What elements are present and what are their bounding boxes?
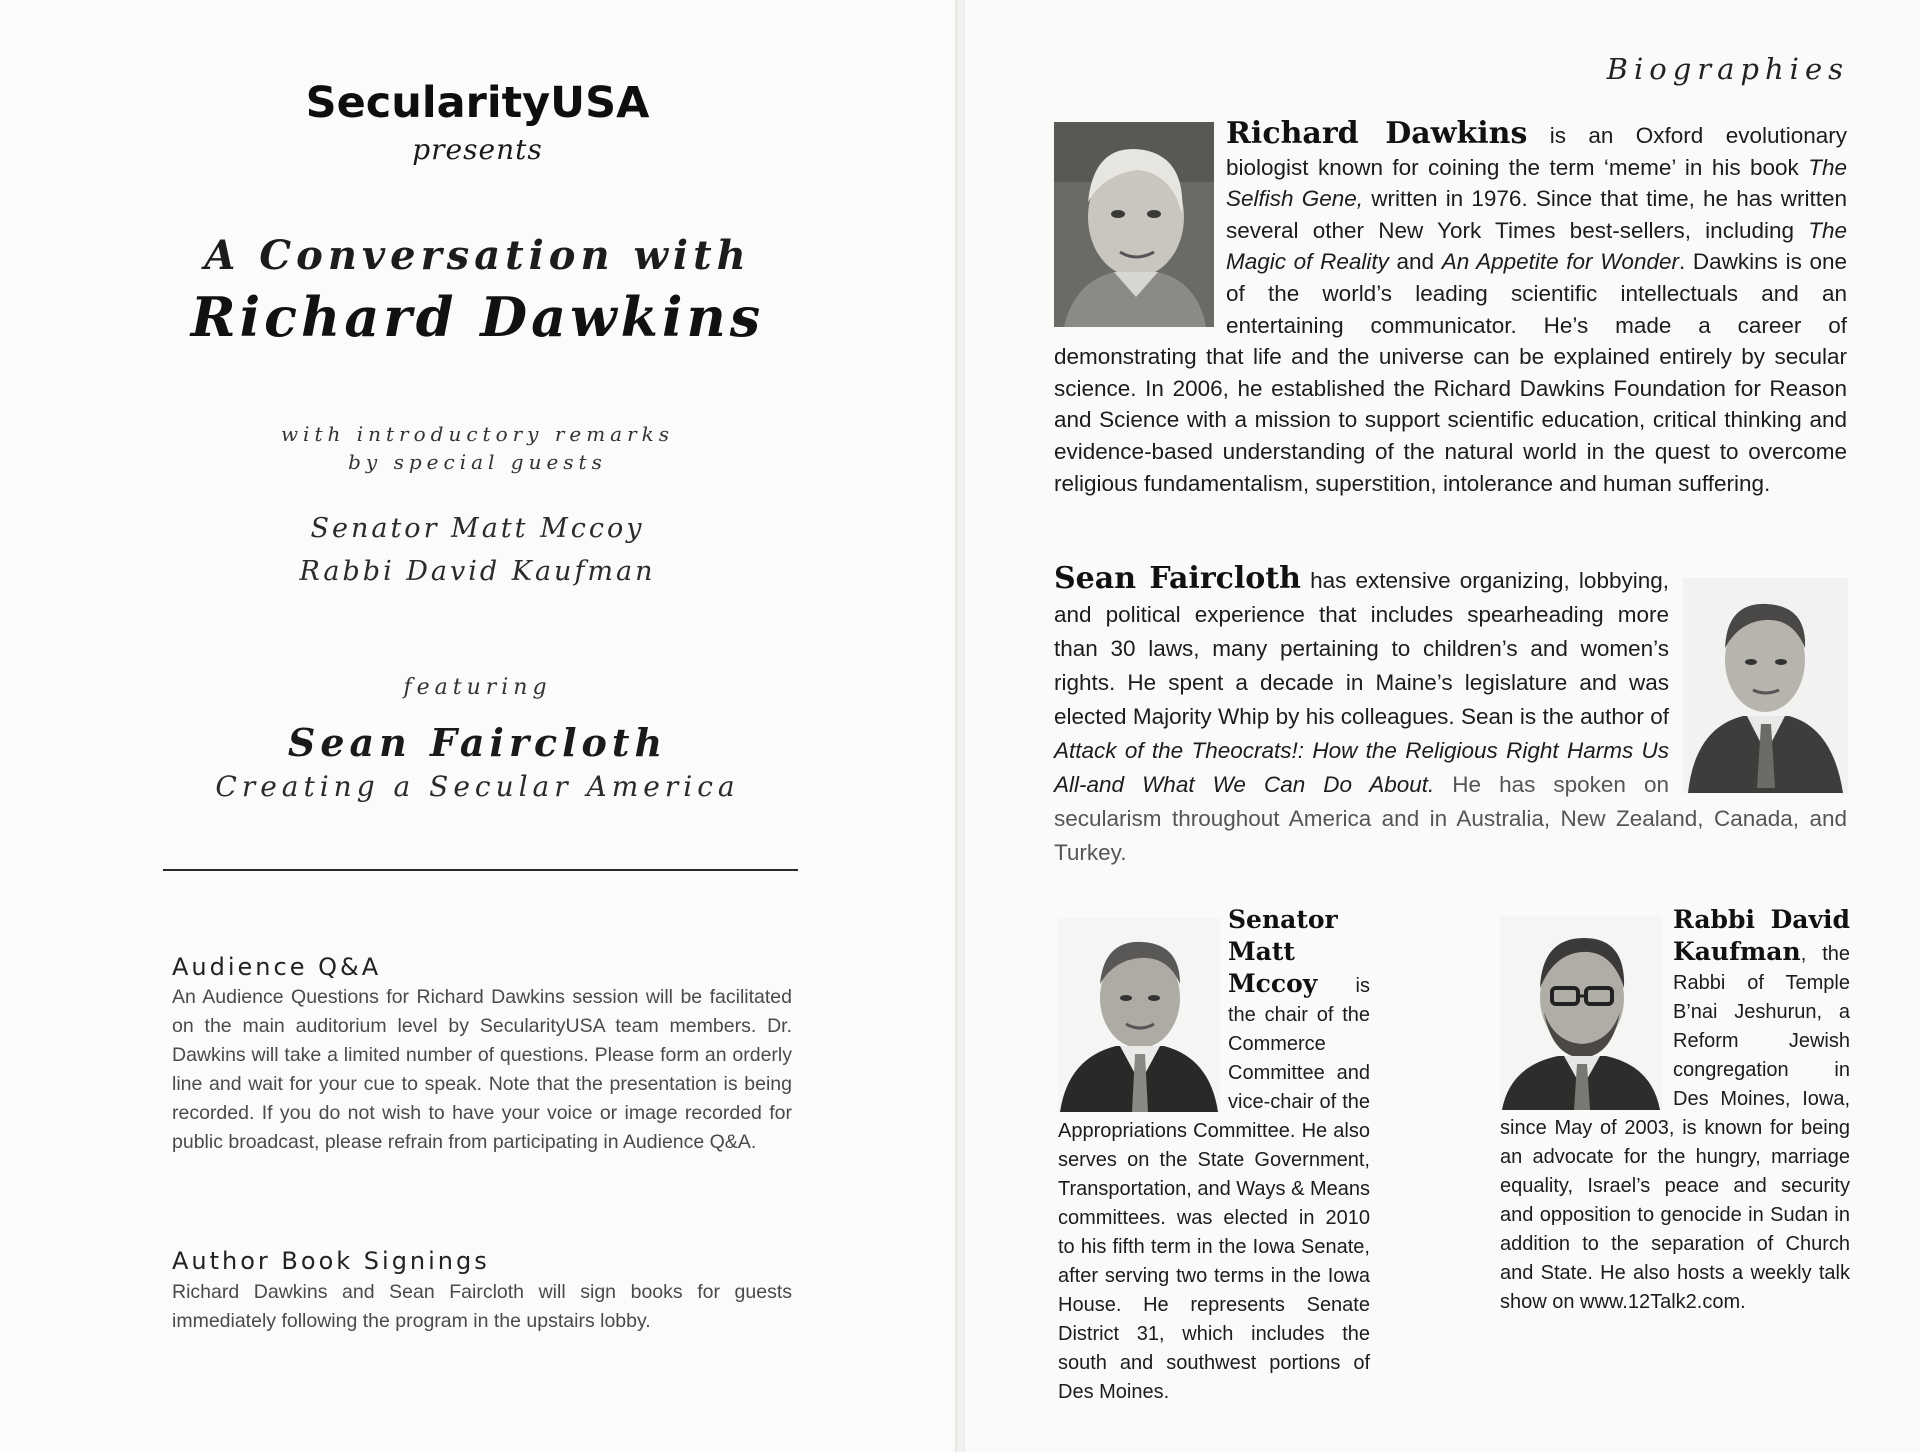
kaufman-bio	[1500, 905, 1850, 1317]
dawkins-text-2: written in 1976. Since that time, he has written several other New York Times best-sellers, including	[1226, 186, 1848, 243]
dawkins-text-3: and	[1388, 249, 1442, 275]
event-title-line1: A Conversation with	[204, 232, 751, 279]
mccoy-name: Senator Matt Mccoy	[1228, 905, 1338, 998]
featured-subtitle: Creating a Secular America	[215, 770, 740, 803]
faircloth-text-1: has extensive organizing, lobbying, and political experience that includes spearheading more than 30 laws, many pertaining to children’s and women’s rights. He spent a decade in Maine’s legislature and was elected Majority Whip by his colleagues. Sean is the author of	[1054, 568, 1669, 729]
qa-body: An Audience Questions for Richard Dawkins session will be facilitated on the main auditorium level by SecularityUSA team members. Dr. Dawkins will take a limited number of questions. Please form an orderly line and wait for your cue to speak. Note that the presentation is being recorded. If you do not wish to have your voice or image recorded for public broadcast, please refrain from participating in Audience Q&A.	[172, 986, 792, 1153]
qa-heading: Audience Q&A	[172, 953, 382, 981]
guest-senator: Senator Matt Mccoy	[310, 513, 645, 544]
divider	[163, 869, 798, 871]
dawkins-book-2: The Magic of Reality	[1226, 217, 1847, 275]
dawkins-photo-spacer	[1054, 118, 1226, 328]
dawkins-name: Richard Dawkins	[1226, 116, 1528, 151]
signings-heading: Author Book Signings	[172, 1247, 490, 1275]
dawkins-book-3: An Appetite for Wonder	[1441, 249, 1679, 275]
biographies-heading: Biographies	[1606, 52, 1849, 86]
faircloth-name: Sean Faircloth	[1054, 561, 1301, 596]
guest-rabbi: Rabbi David Kaufman	[299, 556, 656, 587]
faircloth-text-2: He has spoken on secularism throughout America and in Australia, New Zealand, Canada, and Turkey.	[1054, 772, 1847, 865]
featured-speaker: Sean Faircloth	[287, 720, 668, 765]
mccoy-photo-spacer	[1058, 905, 1228, 1105]
intro-line1: with introductory remarks	[280, 422, 675, 446]
mccoy-text: is the chair of the Commerce Committee and vice-chair of the Appropriations Committee. He also serves on the State Government, Transportation, and Ways & Means committees. was elected in 2010 to his fifth term in the Iowa Senate, after serving two terms in the Iowa House. He represents Senate District 31, which includes the south and southwest portions of Des Moines.	[1058, 975, 1370, 1403]
organization-name: SecularityUSA	[305, 78, 650, 128]
faircloth-photo-spacer	[1669, 562, 1847, 800]
mccoy-bio	[1058, 905, 1370, 1407]
presents-label: presents	[412, 133, 543, 166]
intro-line2: by special guests	[348, 450, 607, 474]
dawkins-text-4: . Dawkins is one of the world’s leading scientific intellectuals and an entertaining communicator. He’s made a career of demonstrating that life and the universe can be explained entirely by secular science. In 2006, he established the Richard Dawkins Foundation for Reason and Science with a mission to support scientific education, critical thinking and evidence-based understanding of the natural world in the quest to overcome religious fundamentalism, superstition, intolerance and human suffering.	[1054, 249, 1848, 496]
dawkins-text-1: is an Oxford evolutionary biologist known for coining the term ‘meme’ in his book	[1226, 123, 1848, 180]
featuring-label: featuring	[403, 675, 552, 700]
page-fold	[955, 0, 965, 1452]
kaufman-photo-spacer	[1500, 905, 1673, 1105]
program-left-page	[0, 0, 955, 1452]
intro-remarks	[0, 420, 955, 476]
faircloth-bio	[1054, 562, 1847, 870]
program-right-page	[965, 0, 1920, 1452]
faircloth-book: Attack of the Theocrats!: How the Religious Right Harms Us All-and What We Can Do About.	[1054, 738, 1669, 797]
event-title-speaker: Richard Dawkins	[190, 285, 765, 349]
dawkins-book-1: The Selfish Gene,	[1226, 154, 1847, 212]
signings-body: Richard Dawkins and Sean Faircloth will sign books for guests immediately following the program in the upstairs lobby.	[172, 1281, 792, 1332]
dawkins-bio	[1054, 118, 1847, 499]
kaufman-name: Rabbi David Kaufman	[1673, 905, 1850, 966]
kaufman-text: , the Rabbi of Temple B’nai Jeshurun, a Reform Jewish congregation in Des Moines, Iowa, since May of 2003, is known for being an advocate for the hungry, marriage equality, Israel’s peace and security and opposition to genocide in Sudan in addition to the separation of Church and State. He also hosts a weekly talk show on www.12Talk2.com.	[1500, 943, 1850, 1313]
